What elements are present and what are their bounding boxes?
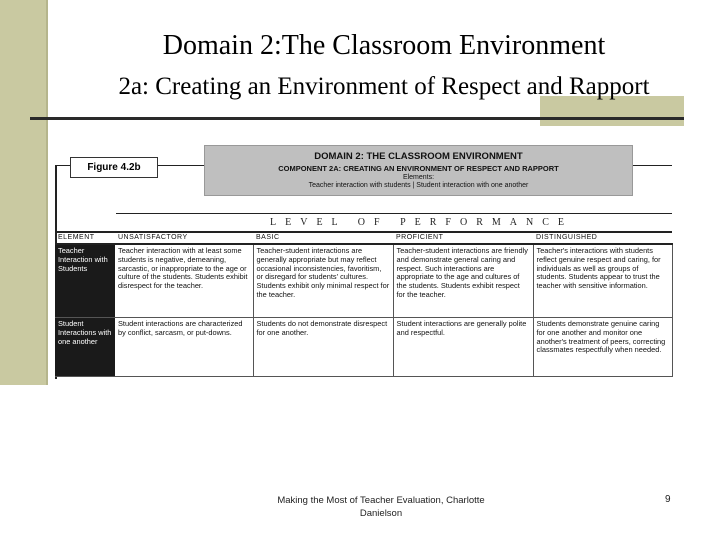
- proficient-cell: Teacher-student interactions are friendly and demonstrate general caring and respect. Such interactions are appropriate to the age and cultures of the students. Students exhibit respect for the teacher.: [393, 244, 533, 318]
- rubric-header-row: [55, 232, 672, 244]
- rubric-table: [55, 231, 673, 377]
- figure-elements-list: Teacher interaction with students | Student interaction with one another: [308, 182, 529, 189]
- figure-label: Figure 4.2b: [70, 157, 158, 178]
- row-element-cell: Student Interactions with one another: [55, 318, 115, 377]
- rubric-figure: [52, 143, 680, 383]
- level-divider: [116, 213, 672, 214]
- distinguished-cell: Teacher's interactions with students reflect genuine respect and caring, for individuals as well as groups of students. Students appear to trust the teacher with sensitive information.: [533, 244, 672, 318]
- column-header-element: ELEMENT: [55, 232, 115, 244]
- column-header-distinguished: DISTINGUISHED: [533, 232, 672, 244]
- page-number: 9: [665, 494, 671, 505]
- figure-header-box: [204, 145, 633, 196]
- table-row: [55, 244, 672, 318]
- slide-title: Domain 2:The Classroom Environment: [162, 30, 606, 61]
- footer-citation: Making the Most of Teacher Evaluation, Charlotte Danielson: [277, 495, 485, 519]
- column-header-basic: BASIC: [253, 232, 393, 244]
- figure-component-heading: COMPONENT 2A: CREATING AN ENVIRONMENT OF RESPECT AND RAPPORT: [278, 164, 559, 173]
- level-of-performance-heading: LEVEL OF PERFORMANCE: [270, 217, 573, 228]
- distinguished-cell: Students demonstrate genuine caring for one another and monitor one another's treatment of peers, correcting classmates respectfully when needed.: [533, 318, 672, 377]
- decorative-left-bar: [0, 0, 48, 385]
- figure-domain-heading: DOMAIN 2: THE CLASSROOM ENVIRONMENT: [314, 151, 523, 162]
- table-row: [55, 318, 672, 377]
- column-header-unsatisfactory: UNSATISFACTORY: [115, 232, 253, 244]
- basic-cell: Students do not demonstrate disrespect for one another.: [253, 318, 393, 377]
- figure-elements-label: Elements:: [402, 174, 435, 181]
- proficient-cell: Student interactions are generally polite and respectful.: [393, 318, 533, 377]
- slide-subtitle: 2a: Creating an Environment of Respect and Rapport: [118, 73, 650, 100]
- title-divider: [30, 117, 684, 120]
- unsatisfactory-cell: Student interactions are characterized by conflict, sarcasm, or put-downs.: [115, 318, 253, 377]
- row-element-cell: Teacher Interaction with Students: [55, 244, 115, 318]
- unsatisfactory-cell: Teacher interaction with at least some students is negative, demeaning, sarcastic, or inappropriate to the age or culture of the students. Students exhibit disrespect for the teacher.: [115, 244, 253, 318]
- basic-cell: Teacher-student interactions are generally appropriate but may reflect occasional inconsistencies, favoritism, or disregard for students' cultures. Students exhibit only minimal respect for the teacher.: [253, 244, 393, 318]
- column-header-proficient: PROFICIENT: [393, 232, 533, 244]
